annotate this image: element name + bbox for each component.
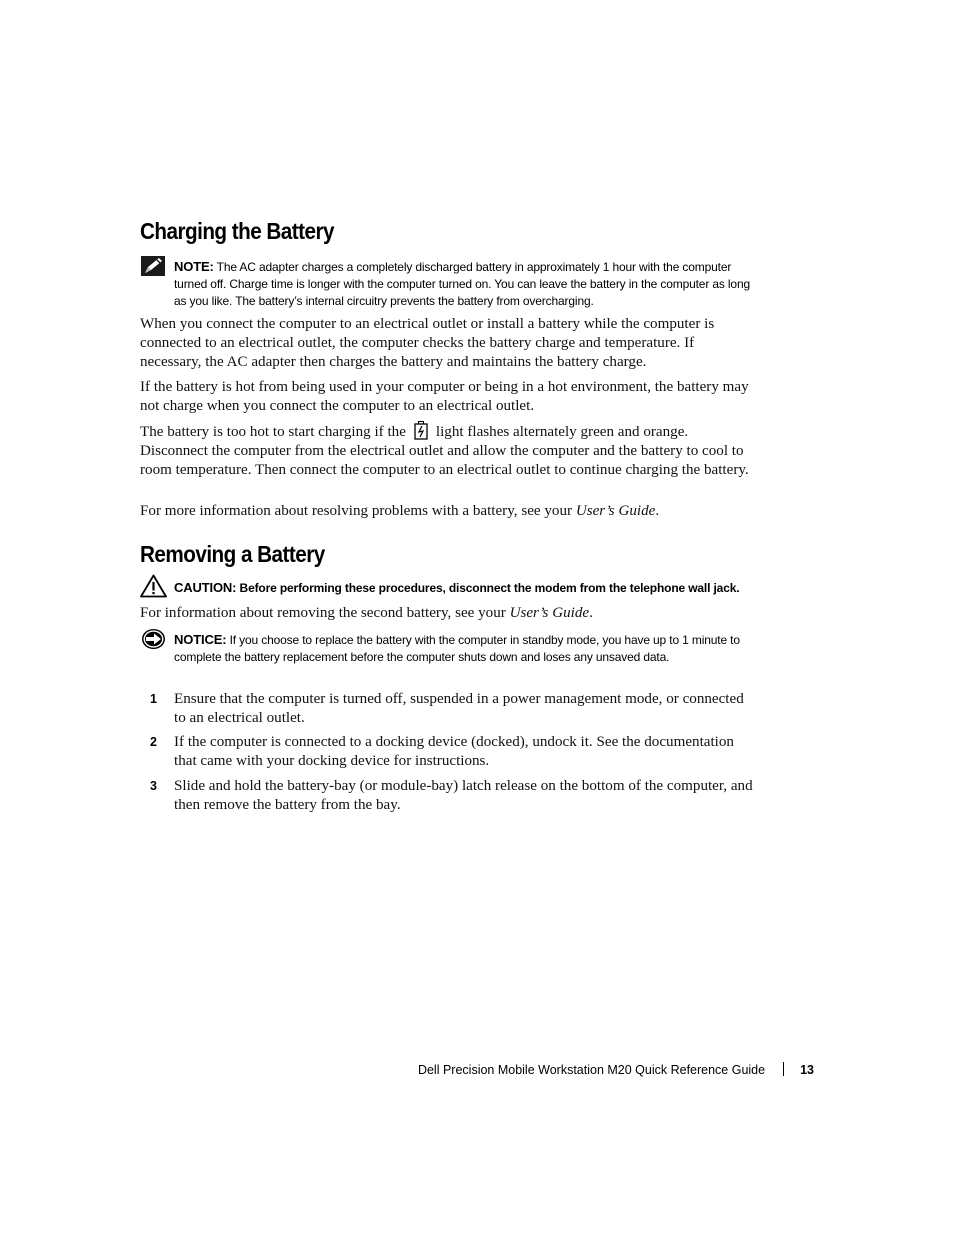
step-number: 3 (150, 779, 157, 793)
page-footer (300, 1061, 814, 1081)
notice-text: If you choose to replace the battery with the computer in standby mode, you have up to 1 minute to complete the battery replacement before the computer shuts down and loses any unsaved data. (174, 633, 740, 664)
users-guide-reference: User’s Guide (509, 605, 590, 621)
step-number: 2 (150, 735, 157, 749)
section-heading-charging: Charging the Battery (140, 218, 334, 244)
users-guide-reference: User’s Guide (575, 503, 656, 519)
note-block (174, 258, 764, 310)
step-text: Ensure that the computer is turned off, suspended in a power management mode, or connected to an electrical outlet. (174, 691, 744, 726)
paragraph-text: . (655, 503, 660, 519)
note-label: NOTE: (174, 259, 214, 274)
page-number: 13 (800, 1063, 814, 1077)
footer-divider (783, 1062, 784, 1076)
step-number: 1 (150, 692, 157, 706)
step-text: If the computer is connected to a docking device (docked), undock it. See the documentation that came with your docking device for instructions. (174, 734, 734, 769)
paragraph-text: The battery is too hot to start charging if the (140, 424, 406, 440)
caution-label: CAUTION: (174, 580, 237, 595)
paragraph: When you connect the computer to an electrical outlet or install a battery while the computer is connected to an electrical outlet, the computer checks the battery charge and temperature. If necessary, the AC adapter then charges the battery and maintains the battery charge. (140, 316, 715, 370)
paragraph-text: light flashes alternately green and orange. Disconnect the computer from the electrical outlet and allow the computer and the battery to cool to room temperature. Then connect the computer to an electrical outlet to continue charging the battery. (140, 424, 749, 478)
step-text: Slide and hold the battery-bay (or module-bay) latch release on the bottom of the computer, and then remove the battery from the bay. (174, 778, 753, 813)
notice-label: NOTICE: (174, 632, 227, 647)
note-text: The AC adapter charges a completely discharged battery in approximately 1 hour with the computer turned off. Charge time is longer with the computer turned on. You can leave the battery in the computer as long as you like. The battery’s internal circuitry prevents the battery from overcharging. (174, 260, 751, 308)
notice-arrow-icon (141, 628, 166, 655)
notice-block (174, 631, 764, 666)
caution-block (174, 579, 764, 597)
paragraph-battery-light (140, 421, 758, 480)
paragraph-more-info (140, 502, 758, 521)
paragraph-second-battery (140, 604, 758, 623)
footer-title: Dell Precision Mobile Workstation M20 Quick Reference Guide (417, 1063, 766, 1077)
caution-triangle-icon (140, 574, 167, 603)
paragraph-text: For more information about resolving problems with a battery, see your (140, 503, 576, 519)
paragraph-text: . (589, 605, 593, 621)
battery-light-icon (406, 421, 436, 440)
paragraph-text: For information about removing the second battery, see your (140, 605, 510, 621)
caution-text: Before performing these procedures, disconnect the modem from the telephone wall jack. (239, 581, 740, 595)
note-pencil-icon (141, 256, 165, 281)
section-heading-removing: Removing a Battery (140, 541, 325, 567)
paragraph: If the battery is hot from being used in your computer or being in a hot environment, the battery may not charge when you connect the computer to an electrical outlet. (140, 379, 749, 414)
